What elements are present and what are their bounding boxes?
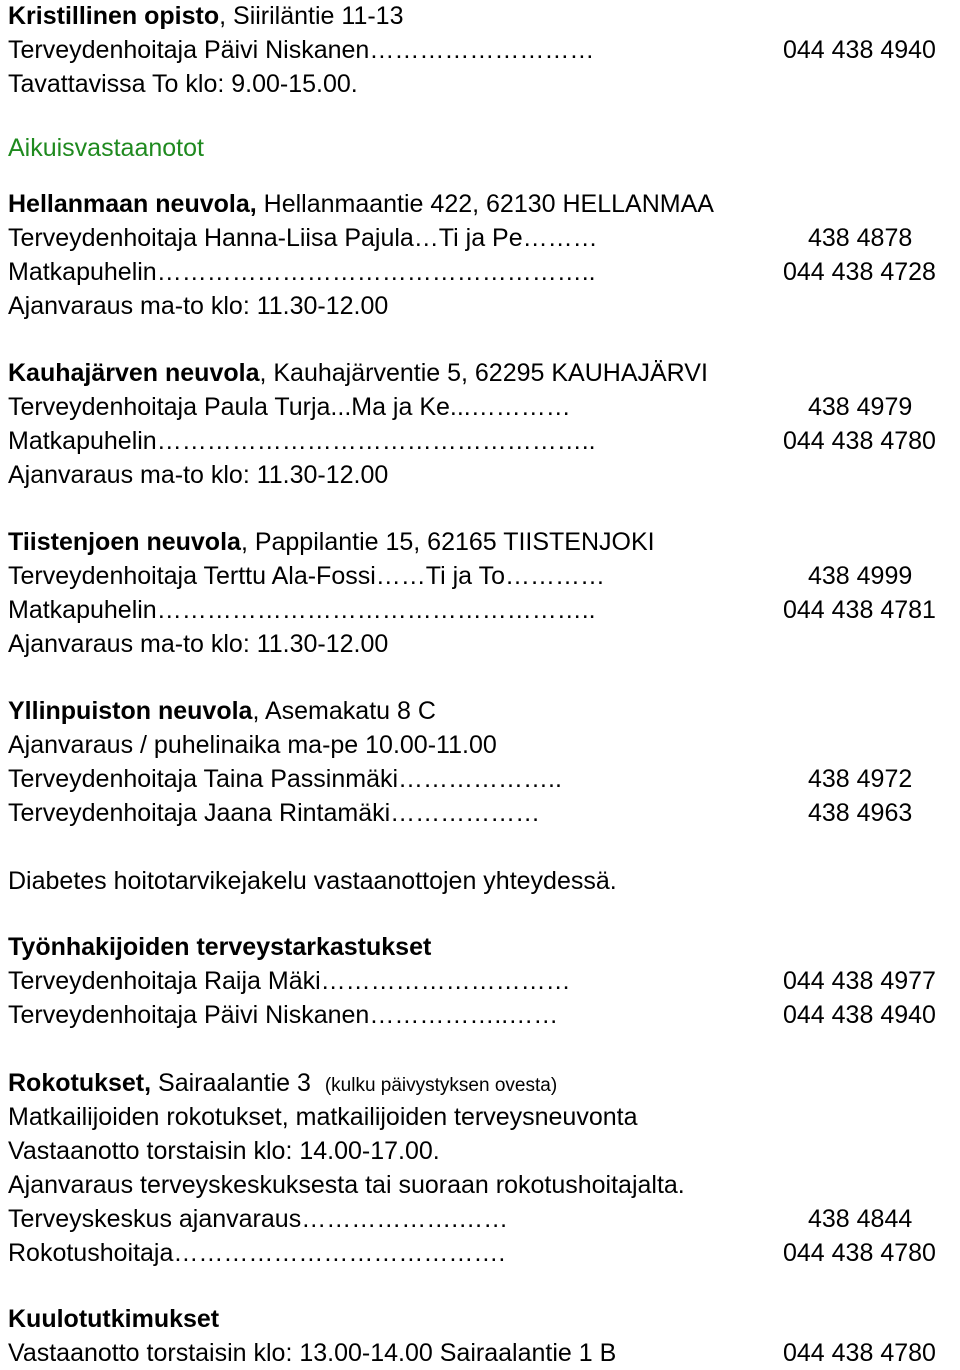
rokotukset-nurse-label: Rokotushoitaja…………………………………. — [8, 1239, 506, 1267]
section-heading-aikuis: Aikuisvastaanotot — [8, 134, 204, 162]
tyonhakijat-nurse2: Terveydenhoitaja Päivi Niskanen……………..…… — [8, 1001, 559, 1029]
yllinpuisto-title — [8, 694, 436, 728]
hellanmaa-booking: Ajanvaraus ma-to klo: 11.30-12.00 — [8, 292, 389, 320]
rokotukset-name: Rokotukset, — [8, 1069, 152, 1097]
kauhajarvi-mobile: 044 438 4780 — [783, 427, 936, 455]
kuulo-phone: 044 438 4780 — [783, 1339, 936, 1367]
hellanmaa-nurse: Terveydenhoitaja Hanna-Liisa Pajula…Ti ja Pe……… — [8, 224, 598, 252]
yllinpuisto-address: , Asemakatu 8 C — [252, 697, 436, 725]
tiistenjoki-mobile-label: Matkapuhelin…………………………………………….. — [8, 596, 596, 624]
kauhajarvi-phone: 438 4979 — [808, 393, 913, 421]
rokotukset-tk-phone: 438 4844 — [808, 1205, 913, 1233]
opisto-title — [8, 0, 403, 33]
kuulo-heading-text: Kuulotutkimukset — [8, 1305, 220, 1333]
rokotukset-line2: Vastaanotto torstaisin klo: 14.00-17.00. — [8, 1137, 440, 1165]
yllinpuisto-name: Yllinpuiston neuvola — [8, 697, 253, 725]
hellanmaa-address: Hellanmaantie 422, 62130 HELLANMAA — [256, 190, 714, 218]
rokotukset-address: Sairaalantie 3 — [151, 1069, 311, 1097]
tiistenjoki-mobile: 044 438 4781 — [783, 596, 936, 624]
tiistenjoki-title — [8, 525, 655, 559]
rokotukset-nurse-phone: 044 438 4780 — [783, 1239, 936, 1267]
kauhajarvi-nurse: Terveydenhoitaja Paula Turja...Ma ja Ke...………… — [8, 393, 571, 421]
tyonhakijat-heading — [8, 930, 431, 964]
opisto-hours: Tavattavissa To klo: 9.00-15.00. — [8, 70, 358, 98]
hellanmaa-mobile: 044 438 4728 — [783, 258, 936, 286]
opisto-address: , Siiriläntie 11-13 — [219, 2, 404, 30]
hellanmaa-mobile-label: Matkapuhelin…………………………………………….. — [8, 258, 596, 286]
tyonhakijat-nurse1: Terveydenhoitaja Raija Mäki………………………… — [8, 967, 571, 995]
kuulo-line: Vastaanotto torstaisin klo: 13.00-14.00 Sairaalantie 1 B — [8, 1339, 617, 1367]
tiistenjoki-address: , Pappilantie 15, 62165 TIISTENJOKI — [240, 528, 655, 556]
yllinpuisto-nurse1: Terveydenhoitaja Taina Passinmäki……………….. — [8, 765, 562, 793]
rokotukset-tk-label: Terveyskeskus ajanvaraus……………….…… — [8, 1205, 509, 1233]
kauhajarvi-mobile-label: Matkapuhelin…………………………………………….. — [8, 427, 596, 455]
hellanmaa-name: Hellanmaan neuvola, — [8, 190, 257, 218]
diabetes-note: Diabetes hoitotarvikejakelu vastaanottojen yhteydessä. — [8, 867, 617, 895]
kauhajarvi-booking: Ajanvaraus ma-to klo: 11.30-12.00 — [8, 461, 389, 489]
yllinpuisto-booking: Ajanvaraus / puhelinaika ma-pe 10.00-11.00 — [8, 731, 497, 759]
rokotukset-note: (kulku päivystyksen ovesta) — [324, 1075, 558, 1096]
rokotukset-line1: Matkailijoiden rokotukset, matkailijoiden terveysneuvonta — [8, 1103, 638, 1131]
kauhajarvi-address: , Kauhajärventie 5, 62295 KAUHAJÄRVI — [259, 359, 708, 387]
rokotukset-title — [8, 1066, 557, 1100]
opisto-phone: 044 438 4940 — [783, 36, 936, 64]
tyonhakijat-phone2: 044 438 4940 — [783, 1001, 936, 1029]
kuulo-heading — [8, 1302, 219, 1336]
hellanmaa-title — [8, 187, 714, 221]
opisto-name: Kristillinen opisto — [8, 2, 220, 30]
yllinpuisto-phone1: 438 4972 — [808, 765, 913, 793]
tiistenjoki-nurse: Terveydenhoitaja Terttu Ala-Fossi……Ti ja To………… — [8, 562, 605, 590]
tyonhakijat-phone1: 044 438 4977 — [783, 967, 936, 995]
tyonhakijat-heading-text: Työnhakijoiden terveystarkastukset — [8, 933, 432, 961]
tiistenjoki-booking: Ajanvaraus ma-to klo: 11.30-12.00 — [8, 630, 389, 658]
rokotukset-line3: Ajanvaraus terveyskeskuksesta tai suoraan rokotushoitajalta. — [8, 1171, 685, 1199]
yllinpuisto-phone2: 438 4963 — [808, 799, 913, 827]
kauhajarvi-title — [8, 356, 708, 390]
opisto-nurse: Terveydenhoitaja Päivi Niskanen……………………… — [8, 36, 595, 64]
tiistenjoki-phone: 438 4999 — [808, 562, 913, 590]
yllinpuisto-nurse2: Terveydenhoitaja Jaana Rintamäki……………… — [8, 799, 541, 827]
kauhajarvi-name: Kauhajärven neuvola — [8, 359, 260, 387]
hellanmaa-phone: 438 4878 — [808, 224, 913, 252]
tiistenjoki-name: Tiistenjoen neuvola — [8, 528, 241, 556]
